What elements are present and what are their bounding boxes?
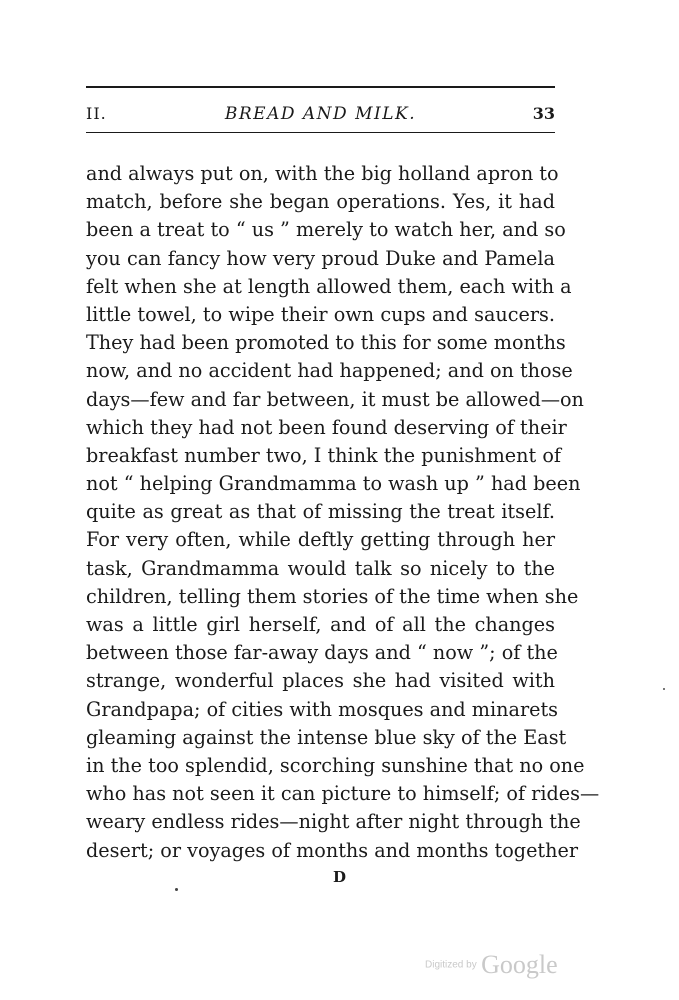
header-rule-top — [86, 86, 555, 88]
text-line: now, and no accident had happened; and on those — [86, 359, 573, 383]
text-line: felt when she at length allowed them, each with a — [86, 274, 572, 298]
header-rule-bottom — [86, 132, 555, 133]
margin-speck — [663, 688, 665, 690]
text-line: quite as great as that of missing the treat itself. — [86, 500, 555, 524]
digitization-watermark — [425, 950, 558, 980]
watermark-prefix: Digitized by — [425, 959, 477, 971]
text-line: breakfast number two, I think the punishment of — [86, 443, 561, 467]
text-line: task, Grandmamma would talk so nicely to the — [86, 556, 555, 580]
text-line: Grandpapa; of cities with mosques and minarets — [86, 697, 559, 721]
page-number: 33 — [532, 104, 555, 123]
text-line: and always put on, with the big holland apron to — [86, 162, 559, 185]
running-title: BREAD AND MILK. — [224, 104, 417, 124]
text-line: children, telling them stories of the time when she — [86, 584, 579, 608]
text-line: For very often, while deftly getting through her — [86, 528, 555, 552]
text-line: which they had not been found deserving of their — [86, 415, 567, 439]
watermark-brand: Google — [481, 950, 558, 979]
signature-mark: D — [332, 868, 346, 886]
text-line: little towel, to wipe their own cups and saucers. — [86, 302, 555, 326]
text-line: been a treat to “ us ” merely to watch her, and so — [86, 218, 566, 242]
text-line: gleaming against the intense blue sky of the East — [86, 725, 567, 749]
text-line: desert; or voyages of months and months together — [86, 838, 579, 862]
running-header — [86, 98, 555, 128]
text-line: you can fancy how very proud Duke and Pamela — [86, 246, 555, 270]
text-line: match, before she began operations. Yes, it had — [86, 190, 555, 214]
body-text — [86, 160, 600, 865]
text-line: in the too splendid, scorching sunshine that no one — [86, 753, 585, 777]
text-line: between those far-away days and “ now ”; of the — [86, 641, 558, 665]
text-line: was a little girl herself, and of all the changes — [86, 613, 555, 636]
text-line: weary endless rides—night after night through the — [86, 810, 581, 834]
text-line: who has not seen it can picture to himself; of rides— — [86, 782, 600, 806]
text-line: strange, wonderful places she had visited with — [86, 669, 555, 693]
text-line: not “ helping Grandmamma to wash up ” had been — [86, 472, 581, 496]
ink-speck — [175, 888, 178, 891]
text-line: days—few and far between, it must be allowed—on — [86, 387, 584, 411]
text-line: They had been promoted to this for some months — [86, 331, 566, 355]
chapter-number: II. — [86, 104, 107, 123]
